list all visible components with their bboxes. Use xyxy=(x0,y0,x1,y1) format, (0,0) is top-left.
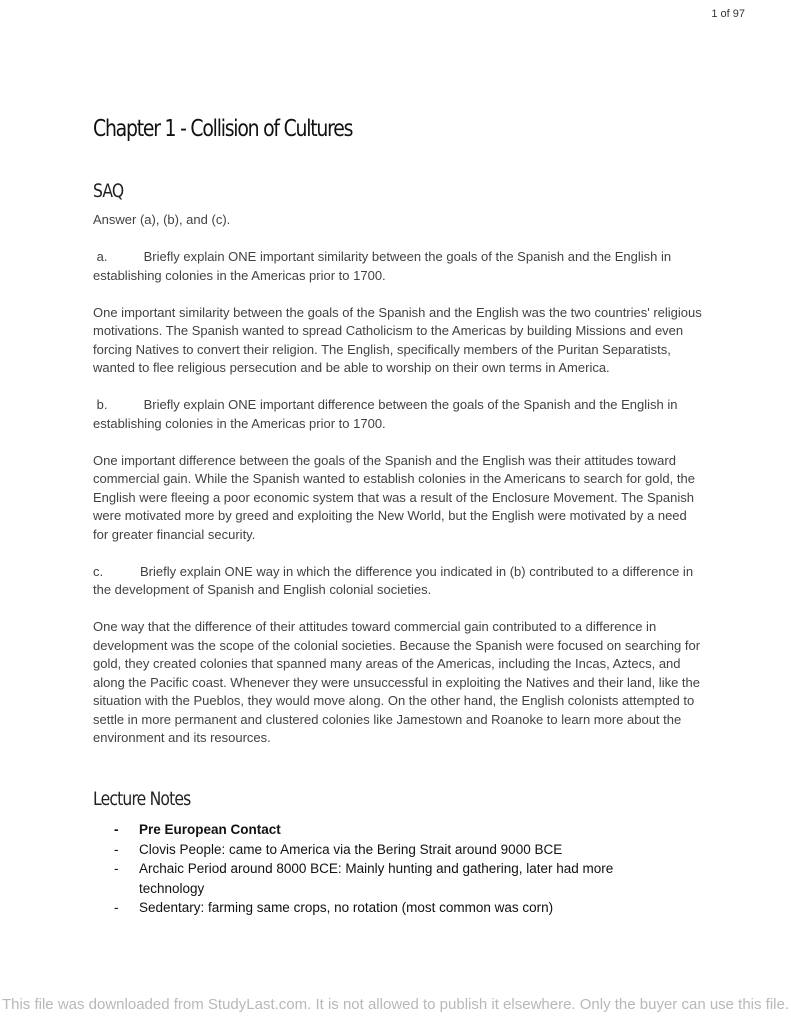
list-item-text: Pre European Contact xyxy=(139,822,281,837)
saq-section xyxy=(93,211,703,748)
question-c xyxy=(93,563,703,600)
list-item-text: Sedentary: farming same crops, no rotation (most common was corn) xyxy=(139,900,554,915)
list-item-text: Archaic Period around 8000 BCE: Mainly hunting and gathering, later had more technology xyxy=(139,861,614,896)
bullet-dash: - xyxy=(114,822,119,837)
chapter-title: Chapter 1 - Collision of Cultures xyxy=(93,116,353,142)
list-item xyxy=(114,840,674,860)
list-item xyxy=(114,859,674,898)
question-a xyxy=(93,248,703,285)
question-b xyxy=(93,396,703,433)
question-b-letter: b. xyxy=(96,397,108,412)
question-c-letter: c. xyxy=(93,563,104,579)
list-item xyxy=(114,898,674,918)
page-counter: 1 of 97 xyxy=(711,8,745,20)
answer-b: One important difference between the goals of the Spanish and the English was their attitudes toward commercial gain. While the Spanish wanted to establish colonies in the Americans to search for gold, the English were fleeing a poor economic system that was a result of the Enclosure Movement. The Spanish were motivated more by greed and exploiting the New World, but the English were motivated by a need for greater financial security. xyxy=(93,452,695,542)
lecture-notes-list xyxy=(114,820,674,918)
lecture-notes-heading: Lecture Notes xyxy=(93,788,191,810)
answer-a: One important similarity between the goals of the Spanish and the English was the two countries' religious motivations. The Spanish wanted to spread Catholicism to the Americas by building Missions and even forcing Natives to convert their religion. The English, specifically members of the Puritan Separatists, wanted to flee religious persecution and be able to worship on their own terms in America. xyxy=(93,304,702,375)
list-item xyxy=(114,820,674,840)
list-item-text: Clovis People: came to America via the Bering Strait around 9000 BCE xyxy=(139,841,563,857)
question-c-text: Briefly explain ONE way in which the difference you indicated in (b) contributed to a difference in the development of Spanish and English colonial societies. xyxy=(93,563,694,597)
bullet-dash: - xyxy=(114,841,119,857)
bullet-dash: - xyxy=(114,861,119,876)
saq-instruction: Answer (a), (b), and (c). xyxy=(93,212,231,227)
download-notice: This file was downloaded from StudyLast.com. It is not allowed to publish it elsewhere. Only the buyer can use this file. xyxy=(1,996,790,1013)
question-a-letter: a. xyxy=(96,249,108,264)
answer-c: One way that the difference of their attitudes toward commercial gain contributed to a difference in development was the scope of the colonial societies. Because the Spanish were focused on searching for gold, they created colonies that spanned many areas of the Americas, including the Incas, Aztecs, and along the Pacific coast. Whenever they were unsuccessful in exploiting the Natives and their land, like the situation with the Pueblos, they would move along. On the other hand, the English colonists attempted to settle in more permanent and clustered colonies like Jamestown and Roanoke to learn more about the environment and its resources. xyxy=(93,619,701,745)
bullet-dash: - xyxy=(114,900,119,915)
saq-heading: SAQ xyxy=(93,180,124,202)
question-b-text: Briefly explain ONE important difference between the goals of the Spanish and the English in establishing colonies in the Americas prior to 1700. xyxy=(93,397,678,431)
question-a-text: Briefly explain ONE important similarity between the goals of the Spanish and the English in establishing colonies in the Americas prior to 1700. xyxy=(93,249,672,283)
